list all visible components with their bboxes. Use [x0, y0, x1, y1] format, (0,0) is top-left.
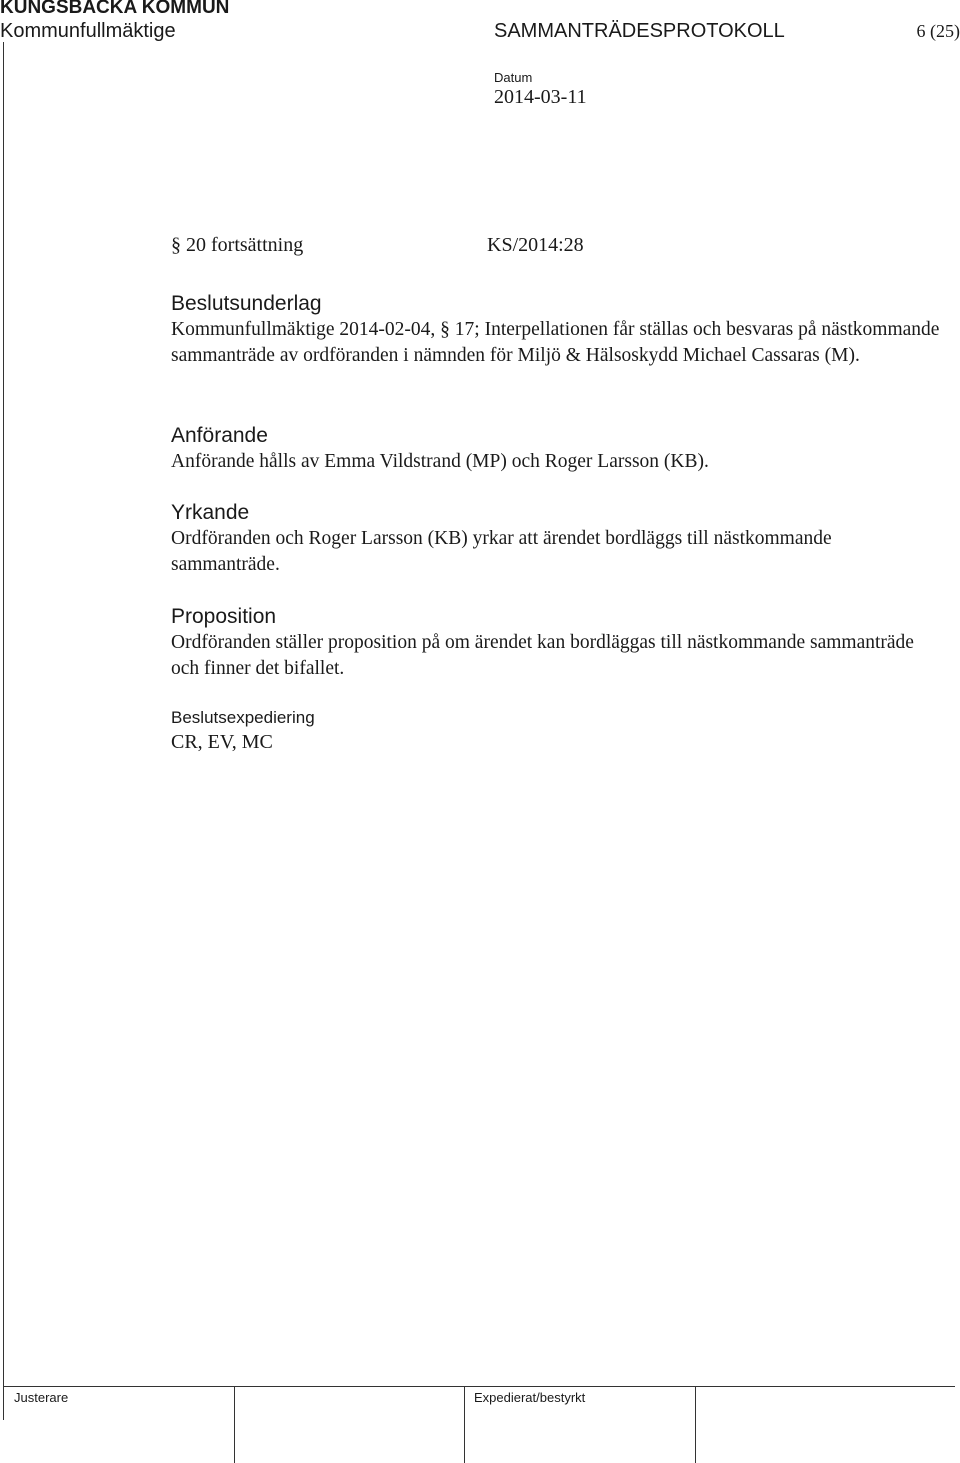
section-symbol: § [171, 234, 181, 256]
document-type: SAMMANTRÄDESPROTOKOLL [494, 20, 785, 42]
footer-divider [234, 1386, 235, 1463]
section-proposition [171, 604, 941, 682]
left-margin-line [3, 42, 4, 1420]
footer-divider [695, 1386, 696, 1463]
section-heading: Yrkande [171, 501, 250, 524]
expedierat-label: Expedierat/bestyrkt [474, 1390, 586, 1405]
justerare-label: Justerare [14, 1390, 69, 1405]
expediering-recipients: CR, EV, MC [171, 731, 273, 753]
section-beslutsexpediering [171, 706, 941, 754]
section-yrkande [171, 500, 941, 578]
section-anforande [171, 423, 941, 475]
assembly-name: Kommunfullmäktige [0, 20, 176, 42]
municipality-name: KUNGSBACKA KOMMUN [0, 0, 230, 18]
paragraph-number: 20 fortsättning [186, 234, 304, 256]
section-body: Ordföranden och Roger Larsson (KB) yrkar att ärendet bordläggs till nästkommande sammanträde. [171, 528, 832, 575]
date-label: Datum [494, 70, 533, 85]
section-heading: Anförande [171, 424, 268, 447]
case-number: KS/2014:28 [487, 234, 584, 256]
section-body: Kommunfullmäktige 2014-02-04, § 17; Interpellationen får ställas och besvaras på nästkommande sammanträde av ordföranden i nämnden för Miljö & Hälsoskydd Michael Cassaras (M). [171, 319, 940, 366]
section-heading: Proposition [171, 605, 277, 628]
expediering-label: Beslutsexpediering [171, 708, 315, 727]
footer-rule [3, 1386, 955, 1387]
paragraph-heading [171, 234, 303, 257]
section-beslutsunderlag [171, 291, 941, 369]
section-body: Ordföranden ställer proposition på om ärendet kan bordläggas till nästkommande sammanträde och finner det bifallet. [171, 632, 914, 679]
section-body: Anförande hålls av Emma Vildstrand (MP) och Roger Larsson (KB). [171, 451, 709, 472]
date-value: 2014-03-11 [494, 86, 587, 108]
page-number: 6 (25) [916, 21, 960, 41]
section-heading: Beslutsunderlag [171, 292, 322, 315]
footer-divider [464, 1386, 465, 1463]
